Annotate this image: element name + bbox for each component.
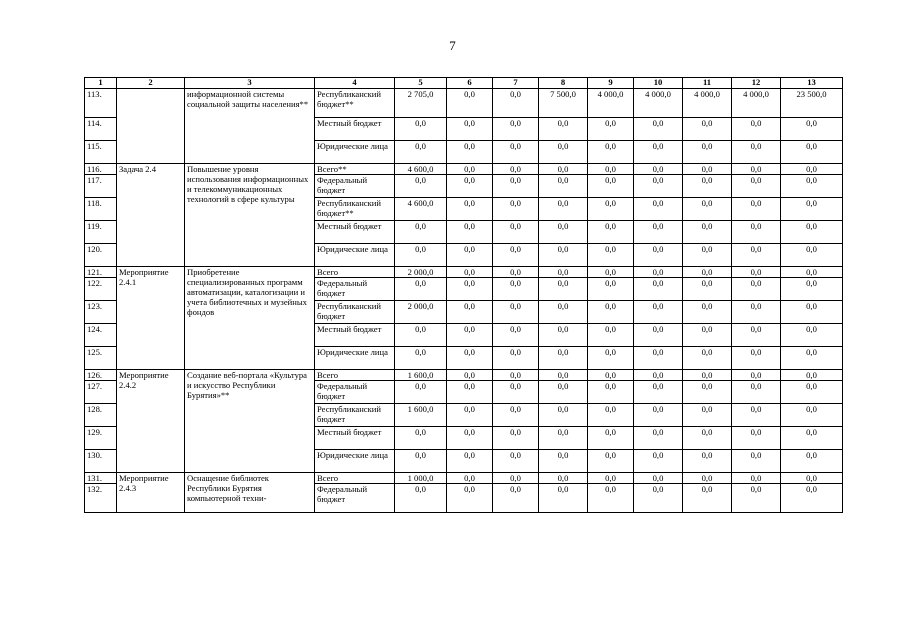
value-cell: 0,0 [588,221,634,244]
value-cell: 0,0 [781,450,843,473]
value-cell: 0,0 [683,404,732,427]
value-cell: 0,0 [781,473,843,484]
value-cell: 0,0 [539,164,588,175]
value-cell: 0,0 [539,450,588,473]
value-cell: 0,0 [588,118,634,141]
value-cell: 0,0 [732,301,781,324]
value-cell: 0,0 [683,118,732,141]
value-cell: 0,0 [634,141,683,164]
value-cell: 0,0 [493,427,539,450]
row-number: 126. [85,370,117,381]
value-cell: 4 000,0 [588,89,634,118]
value-cell: 0,0 [588,198,634,221]
value-cell: 0,0 [395,427,447,450]
value-cell: 0,0 [447,278,493,301]
value-cell: 0,0 [493,175,539,198]
value-cell: 0,0 [493,267,539,278]
value-cell: 0,0 [539,175,588,198]
value-cell: 0,0 [588,244,634,267]
funding-source-cell: Республиканский бюджет** [315,198,395,221]
value-cell: 0,0 [447,450,493,473]
value-cell: 0,0 [447,301,493,324]
value-cell: 0,0 [634,324,683,347]
row-number: 118. [85,198,117,221]
funding-source-cell: Федеральный бюджет [315,278,395,301]
value-cell: 0,0 [493,198,539,221]
value-cell: 0,0 [447,381,493,404]
value-cell: 0,0 [539,347,588,370]
column-header: 6 [447,78,493,89]
value-cell: 7 500,0 [539,89,588,118]
value-cell: 0,0 [732,267,781,278]
value-cell: 0,0 [732,484,781,513]
value-cell: 0,0 [634,301,683,324]
value-cell: 0,0 [395,221,447,244]
row-number: 124. [85,324,117,347]
value-cell: 0,0 [634,118,683,141]
value-cell: 1 600,0 [395,370,447,381]
value-cell: 0,0 [539,301,588,324]
value-cell: 0,0 [634,164,683,175]
row-number: 117. [85,175,117,198]
value-cell: 2 000,0 [395,301,447,324]
value-cell: 0,0 [634,267,683,278]
value-cell: 4 000,0 [634,89,683,118]
value-cell: 0,0 [395,450,447,473]
value-cell: 0,0 [781,324,843,347]
row-number: 125. [85,347,117,370]
row-number: 129. [85,427,117,450]
value-cell: 0,0 [447,221,493,244]
value-cell: 0,0 [683,267,732,278]
row-number: 114. [85,118,117,141]
value-cell: 0,0 [683,221,732,244]
column-header: 10 [634,78,683,89]
row-number: 122. [85,278,117,301]
value-cell: 0,0 [683,244,732,267]
funding-source-cell: Местный бюджет [315,221,395,244]
value-cell: 0,0 [395,381,447,404]
funding-source-cell: Юридические лица [315,141,395,164]
value-cell: 0,0 [732,324,781,347]
value-cell: 0,0 [539,141,588,164]
value-cell: 0,0 [493,324,539,347]
value-cell: 0,0 [588,473,634,484]
funding-source-cell: Местный бюджет [315,324,395,347]
value-cell: 0,0 [634,347,683,370]
value-cell: 0,0 [732,427,781,450]
table-body [85,89,843,513]
funding-source-cell: Всего [315,370,395,381]
column-header: 1 [85,78,117,89]
value-cell: 0,0 [447,175,493,198]
value-cell: 0,0 [395,324,447,347]
value-cell: 0,0 [683,301,732,324]
value-cell: 0,0 [683,141,732,164]
value-cell: 0,0 [732,244,781,267]
column-header: 5 [395,78,447,89]
value-cell: 0,0 [732,347,781,370]
value-cell: 0,0 [493,484,539,513]
row-number: 131. [85,473,117,484]
value-cell: 0,0 [447,370,493,381]
value-cell: 0,0 [634,427,683,450]
column-header: 2 [117,78,185,89]
value-cell: 0,0 [539,404,588,427]
funding-source-cell: Федеральный бюджет [315,381,395,404]
row-number: 115. [85,141,117,164]
value-cell: 1 600,0 [395,404,447,427]
value-cell: 0,0 [781,301,843,324]
value-cell: 0,0 [683,324,732,347]
description-cell: Повышение уровня использования информационных и телекоммуникационных технологий в сфере культуры [185,164,315,267]
column-header: 4 [315,78,395,89]
value-cell: 0,0 [732,404,781,427]
value-cell: 0,0 [634,484,683,513]
value-cell: 0,0 [588,301,634,324]
table-row [85,164,843,175]
column-header: 13 [781,78,843,89]
value-cell: 4 000,0 [732,89,781,118]
value-cell: 0,0 [447,347,493,370]
value-cell: 0,0 [683,484,732,513]
value-cell: 0,0 [781,141,843,164]
value-cell: 0,0 [634,473,683,484]
value-cell: 0,0 [781,484,843,513]
value-cell: 0,0 [447,324,493,347]
value-cell: 0,0 [447,164,493,175]
table-row [85,89,843,118]
value-cell: 0,0 [588,484,634,513]
value-cell: 1 000,0 [395,473,447,484]
value-cell: 0,0 [732,141,781,164]
value-cell: 0,0 [781,404,843,427]
value-cell: 0,0 [395,347,447,370]
funding-source-cell: Юридические лица [315,244,395,267]
value-cell: 0,0 [634,198,683,221]
value-cell: 0,0 [781,221,843,244]
row-number: 130. [85,450,117,473]
value-cell: 0,0 [588,347,634,370]
value-cell: 4 000,0 [683,89,732,118]
task-cell: Мероприятие 2.4.1 [117,267,185,370]
row-number: 127. [85,381,117,404]
value-cell: 0,0 [683,347,732,370]
value-cell: 0,0 [683,175,732,198]
funding-source-cell: Местный бюджет [315,118,395,141]
value-cell: 0,0 [493,450,539,473]
value-cell: 0,0 [447,89,493,118]
value-cell: 0,0 [539,267,588,278]
task-cell: Мероприятие 2.4.3 [117,473,185,513]
value-cell: 0,0 [781,278,843,301]
value-cell: 0,0 [395,484,447,513]
value-cell: 0,0 [493,404,539,427]
funding-source-cell: Республиканский бюджет** [315,89,395,118]
column-header: 3 [185,78,315,89]
value-cell: 0,0 [781,381,843,404]
value-cell: 0,0 [493,244,539,267]
budget-table [84,77,843,513]
value-cell: 0,0 [447,473,493,484]
value-cell: 0,0 [493,164,539,175]
value-cell: 2 705,0 [395,89,447,118]
value-cell: 0,0 [732,450,781,473]
value-cell: 0,0 [493,301,539,324]
value-cell: 0,0 [447,427,493,450]
table-row [85,267,843,278]
value-cell: 0,0 [447,244,493,267]
row-number: 113. [85,89,117,118]
value-cell: 0,0 [634,244,683,267]
value-cell: 0,0 [683,381,732,404]
task-cell [117,89,185,164]
value-cell: 0,0 [493,141,539,164]
value-cell: 0,0 [683,278,732,301]
funding-source-cell: Всего** [315,164,395,175]
value-cell: 0,0 [539,427,588,450]
value-cell: 0,0 [781,244,843,267]
value-cell: 0,0 [588,164,634,175]
value-cell: 0,0 [447,118,493,141]
funding-source-cell: Республиканский бюджет [315,404,395,427]
value-cell: 0,0 [447,141,493,164]
value-cell: 0,0 [781,370,843,381]
value-cell: 0,0 [634,450,683,473]
value-cell: 0,0 [683,198,732,221]
value-cell: 4 600,0 [395,198,447,221]
value-cell: 0,0 [683,164,732,175]
column-header: 12 [732,78,781,89]
value-cell: 0,0 [395,278,447,301]
value-cell: 0,0 [493,89,539,118]
value-cell: 0,0 [732,175,781,198]
value-cell: 0,0 [539,370,588,381]
value-cell: 0,0 [732,473,781,484]
row-number: 132. [85,484,117,513]
value-cell: 0,0 [781,118,843,141]
funding-source-cell: Всего [315,473,395,484]
value-cell: 0,0 [588,427,634,450]
value-cell: 0,0 [683,473,732,484]
value-cell: 0,0 [588,278,634,301]
value-cell: 0,0 [588,141,634,164]
value-cell: 0,0 [539,118,588,141]
table-row [85,370,843,381]
value-cell: 0,0 [781,427,843,450]
page-number: 7 [449,38,456,53]
task-cell: Задача 2.4 [117,164,185,267]
value-cell: 0,0 [634,221,683,244]
value-cell: 0,0 [588,324,634,347]
value-cell: 0,0 [395,244,447,267]
value-cell: 0,0 [493,278,539,301]
value-cell: 0,0 [781,267,843,278]
value-cell: 0,0 [493,370,539,381]
value-cell: 0,0 [634,381,683,404]
value-cell: 0,0 [588,404,634,427]
value-cell: 0,0 [781,198,843,221]
value-cell: 0,0 [683,370,732,381]
value-cell: 0,0 [732,221,781,244]
table-row [85,473,843,484]
value-cell: 0,0 [634,404,683,427]
value-cell: 0,0 [395,118,447,141]
funding-source-cell: Федеральный бюджет [315,484,395,513]
row-number: 123. [85,301,117,324]
row-number: 121. [85,267,117,278]
value-cell: 0,0 [539,473,588,484]
value-cell: 0,0 [732,381,781,404]
funding-source-cell: Республиканский бюджет [315,301,395,324]
description-cell: информационной системы социальной защиты населения** [185,89,315,164]
value-cell: 0,0 [683,450,732,473]
value-cell: 0,0 [732,164,781,175]
funding-source-cell: Юридические лица [315,450,395,473]
value-cell: 0,0 [781,175,843,198]
funding-source-cell: Юридические лица [315,347,395,370]
value-cell: 0,0 [732,118,781,141]
value-cell: 0,0 [634,278,683,301]
value-cell: 0,0 [539,244,588,267]
value-cell: 0,0 [732,278,781,301]
value-cell: 0,0 [634,175,683,198]
row-number: 119. [85,221,117,244]
value-cell: 0,0 [539,278,588,301]
value-cell: 0,0 [539,484,588,513]
value-cell: 0,0 [493,347,539,370]
funding-source-cell: Местный бюджет [315,427,395,450]
column-header: 11 [683,78,732,89]
description-cell: Оснащение библиотек Республики Бурятия компьютерной техни- [185,473,315,513]
header-row [85,78,843,89]
row-number: 120. [85,244,117,267]
value-cell: 0,0 [588,370,634,381]
value-cell: 23 500,0 [781,89,843,118]
value-cell: 0,0 [395,175,447,198]
value-cell: 0,0 [493,473,539,484]
value-cell: 0,0 [732,370,781,381]
value-cell: 0,0 [634,370,683,381]
column-header: 7 [493,78,539,89]
description-cell: Создание веб-портала «Культура и искусство Республики Бурятия»** [185,370,315,473]
value-cell: 0,0 [447,404,493,427]
task-cell: Мероприятие 2.4.2 [117,370,185,473]
value-cell: 2 000,0 [395,267,447,278]
value-cell: 0,0 [781,347,843,370]
value-cell: 0,0 [539,221,588,244]
column-header: 8 [539,78,588,89]
value-cell: 0,0 [588,267,634,278]
row-number: 128. [85,404,117,427]
value-cell: 0,0 [493,381,539,404]
value-cell: 0,0 [395,141,447,164]
value-cell: 0,0 [539,381,588,404]
row-number: 116. [85,164,117,175]
value-cell: 0,0 [493,118,539,141]
value-cell: 0,0 [493,221,539,244]
funding-source-cell: Всего [315,267,395,278]
value-cell: 0,0 [781,164,843,175]
value-cell: 0,0 [588,381,634,404]
value-cell: 4 600,0 [395,164,447,175]
value-cell: 0,0 [539,198,588,221]
funding-source-cell: Федеральный бюджет [315,175,395,198]
value-cell: 0,0 [447,267,493,278]
value-cell: 0,0 [447,484,493,513]
value-cell: 0,0 [588,175,634,198]
column-header: 9 [588,78,634,89]
value-cell: 0,0 [683,427,732,450]
value-cell: 0,0 [732,198,781,221]
description-cell: Приобретение специализированных программ автоматизации, каталогизации и учета библиотечных и музейных фондов [185,267,315,370]
value-cell: 0,0 [447,198,493,221]
value-cell: 0,0 [588,450,634,473]
value-cell: 0,0 [539,324,588,347]
